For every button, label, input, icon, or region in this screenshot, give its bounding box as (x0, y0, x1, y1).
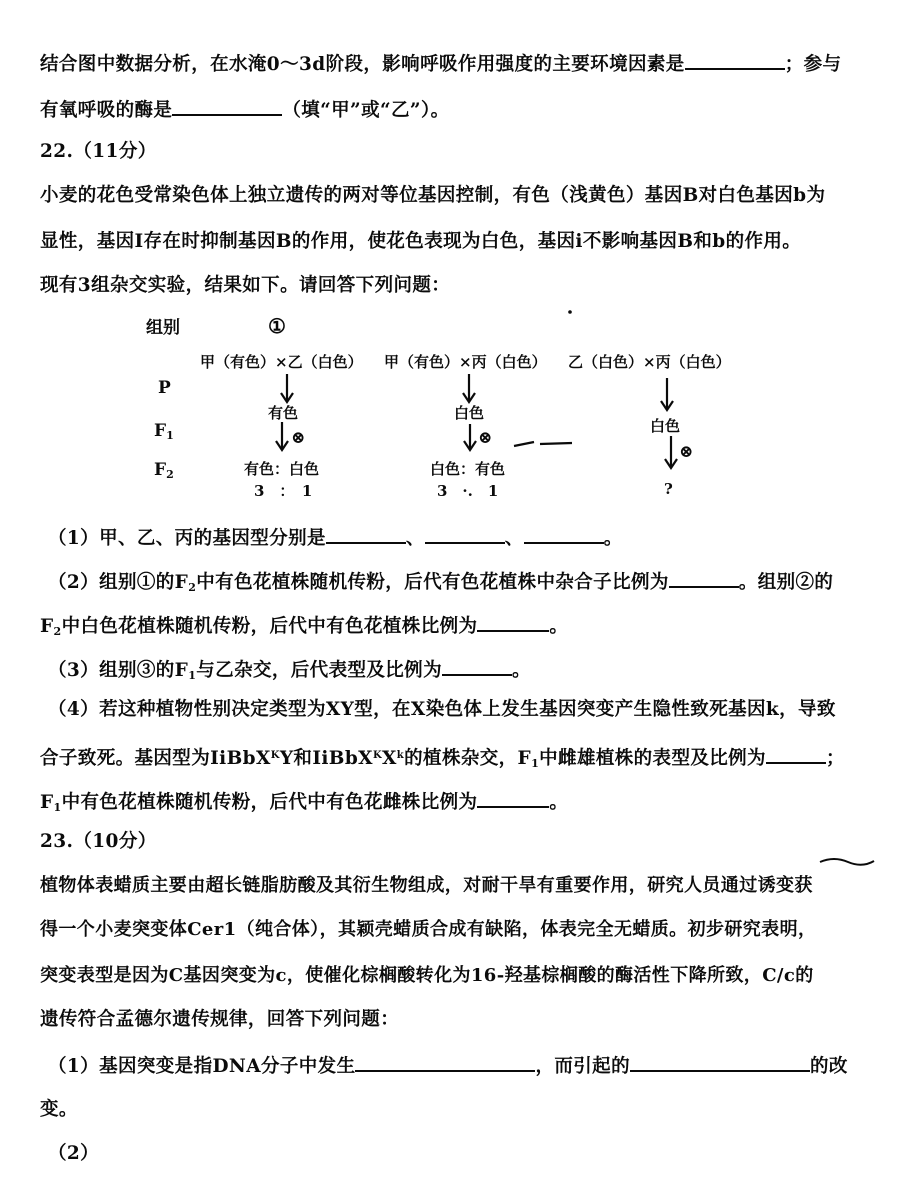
answer-blank[interactable] (669, 568, 739, 588)
text-segment: 结合图中数据分析，在水淹0～3d阶段，影响呼吸作用强度的主要环境因素是 (40, 54, 685, 75)
cross-2-parents: 甲（有色）×丙（白色） (384, 353, 547, 371)
q23-paragraph-line-1: 植物体表蜡质主要由超长链脂肪酸及其衍生物组成，对耐干旱有重要作用，研究人员通过诱变获 (40, 875, 813, 896)
text-segment: 有氧呼吸的酶是 (40, 100, 173, 121)
f2-cross-2-phenotypes: 白色：有色 (430, 460, 506, 478)
subscript: 1 (166, 429, 174, 442)
text-segment: 与乙杂交，后代表型及比例为 (196, 660, 442, 681)
stray-mark (540, 443, 572, 444)
p-generation-label: P (158, 378, 171, 398)
stray-dot (568, 310, 572, 314)
text-segment: （3）组别③的F (48, 660, 189, 681)
q22-sub-4-line-2 (40, 744, 870, 776)
text-segment: （1）基因突变是指DNA分子中发生 (48, 1056, 356, 1077)
selfing-icon: ⊗ (291, 428, 306, 448)
f1-cross-3: 白色 (650, 417, 681, 435)
answer-blank[interactable] (442, 656, 512, 676)
text-segment: 。 (549, 792, 569, 813)
q22-sub-3 (48, 656, 878, 688)
text-segment: F (40, 792, 54, 813)
q22-paragraph-line-3: 现有3组杂交实验，结果如下。请回答下列问题： (40, 275, 451, 296)
subscript: 1 (188, 669, 197, 682)
text-segment: 。组别②的 (738, 572, 834, 593)
q22-paragraph-line-2: 显性，基因I存在时抑制基因B的作用，使花色表现为白色，基因i不影响基因B和b的作用。 (40, 231, 802, 252)
stray-mark (514, 442, 534, 446)
subscript: 2 (188, 581, 197, 594)
text-segment: （填“甲”或“乙”）。 (282, 100, 450, 121)
f2-cross-1-phenotypes: 有色：白色 (244, 460, 320, 478)
answer-blank[interactable] (355, 1052, 535, 1072)
text-segment: X (382, 748, 397, 769)
subscript: 2 (166, 468, 174, 481)
text-segment: Y和IiBbX (279, 748, 373, 769)
text-segment: 的改 (810, 1056, 848, 1077)
q22-sub-2-line-2 (40, 612, 870, 644)
q23-title: 23.（10分） (40, 831, 157, 852)
text-segment: ； (825, 748, 845, 769)
q23-paragraph-line-2: 得一个小麦突变体Cer1（纯合体），其颖壳蜡质合成有缺陷，体表完全无蜡质。初步研究表明， (40, 919, 817, 940)
answer-blank[interactable] (630, 1052, 810, 1072)
text-segment: F (40, 616, 54, 637)
text-segment: 中雌雄植株的表型及比例为 (539, 748, 766, 769)
q22-paragraph-line-1: 小麦的花色受常染色体上独立遗传的两对等位基因控制，有色（浅黄色）基因B对白色基因b为 (40, 185, 826, 206)
f2-cross-3-unknown: ? (664, 480, 673, 498)
subscript: 1 (531, 757, 540, 770)
text-segment: 合子致死。基因型为IiBbX (40, 748, 271, 769)
cross-1-parents: 甲（有色）×乙（白色） (200, 353, 363, 371)
f1-cross-1: 有色 (268, 404, 299, 422)
text-segment: 。 (603, 528, 623, 549)
text-segment: 中白色花植株随机传粉，后代中有色花植株比例为 (61, 616, 478, 637)
text-segment: 中有色花植株随机传粉，后代中有色花雌株比例为 (61, 792, 478, 813)
q22-sub-4-line-3 (40, 788, 870, 820)
answer-blank[interactable] (477, 612, 549, 632)
answer-blank[interactable] (425, 524, 505, 544)
selfing-icon: ⊗ (478, 428, 493, 448)
answer-blank[interactable] (524, 524, 604, 544)
f2-cross-1-ratio: 3 ： 1 (254, 482, 313, 500)
text-segment: 、 (504, 528, 524, 549)
text-segment: （1）甲、乙、丙的基因型分别是 (48, 528, 326, 549)
q22-title: 22.（11分） (40, 141, 157, 162)
q22-sub-2-line-1 (48, 568, 878, 600)
f2-cross-2-ratio: 3 ·. 1 (437, 482, 499, 500)
f1-letter: F (154, 421, 167, 441)
answer-blank[interactable] (326, 524, 406, 544)
group-1-marker: ① (268, 314, 286, 338)
answer-blank[interactable] (766, 744, 826, 764)
q23-sub-1-line-2: 变。 (40, 1099, 78, 1120)
q22-sub-1 (48, 524, 878, 551)
subscript: 2 (53, 625, 62, 638)
subscript: 1 (53, 801, 62, 814)
superscript: K (270, 750, 280, 761)
text-segment: （2）组别①的F (48, 572, 189, 593)
text-segment: 。 (511, 660, 531, 681)
q23-paragraph-line-4: 遗传符合孟德尔遗传规律，回答下列问题： (40, 1009, 400, 1030)
text-segment: 的植株杂交，F (404, 748, 532, 769)
answer-blank[interactable] (477, 788, 549, 808)
q22-sub-4-line-1: （4）若这种植物性别决定类型为XY型，在X染色体上发生基因突变产生隐性致死基因k，导致 (48, 699, 836, 720)
f1-cross-2: 白色 (454, 404, 485, 422)
superscript: k (396, 750, 405, 761)
f2-letter: F (154, 460, 167, 480)
group-label: 组别 (146, 318, 180, 338)
superscript: K (372, 750, 383, 761)
q23-paragraph-line-3: 突变表型是因为C基因突变为c，使催化棕榈酸转化为16-羟基棕榈酸的酶活性下降所致，C/c的 (40, 965, 814, 986)
selfing-icon: ⊗ (679, 442, 694, 462)
text-segment: ，而引起的 (535, 1056, 630, 1077)
q23-sub-2: （2） (48, 1143, 100, 1164)
q23-sub-1-line-1 (48, 1052, 878, 1079)
text-segment: 。 (549, 616, 569, 637)
text-segment: 中有色花植株随机传粉，后代有色花植株中杂合子比例为 (196, 572, 669, 593)
cross-3-parents: 乙（白色）×丙（白色） (568, 353, 731, 371)
text-segment: ；参与 (784, 54, 842, 75)
text-segment: 、 (405, 528, 425, 549)
